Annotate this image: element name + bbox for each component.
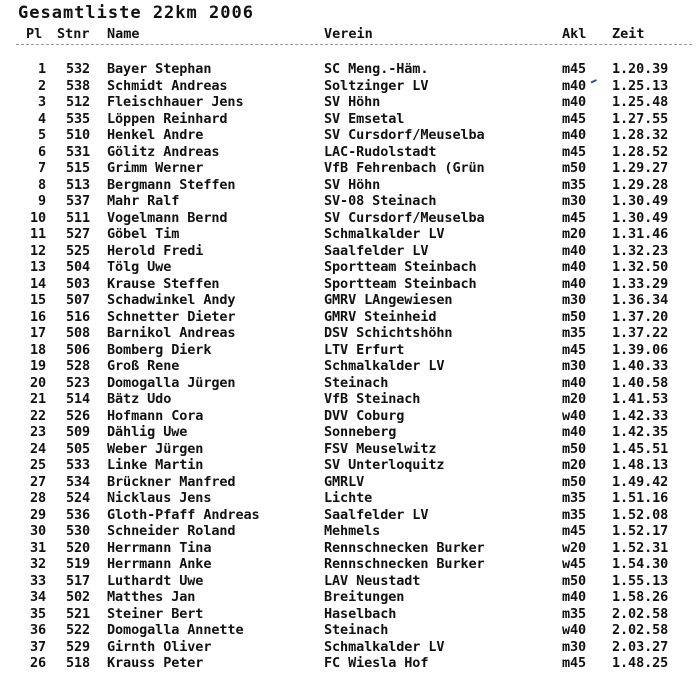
start-number-cell: 511: [66, 209, 91, 226]
start-number-cell: 508: [66, 325, 91, 341]
place-cell: 10: [29, 209, 46, 226]
club-cell: Saalfelder LV: [324, 242, 429, 259]
finish-time-cell: 1.29.27: [612, 160, 669, 176]
age-class-cell: m35: [562, 506, 587, 523]
start-number-cell: 520: [66, 539, 91, 556]
runner-name-cell: Herold Fredi: [107, 242, 204, 259]
place-cell: 3: [37, 94, 46, 110]
club-cell: SV Höhn: [324, 94, 381, 110]
table-row: [0, 226, 700, 243]
club-cell: SV Unterloquitz: [324, 457, 445, 473]
start-number-cell: 534: [66, 473, 91, 490]
place-cell: 17: [29, 325, 46, 341]
club-cell: LAC-Rudolstadt: [324, 143, 437, 160]
place-cell: 15: [29, 292, 46, 308]
runner-name-cell: Mahr Ralf: [107, 193, 180, 209]
table-row: [0, 325, 700, 342]
runner-name-cell: Gloth-Pfaff Andreas: [107, 506, 260, 523]
place-cell: 22: [29, 407, 46, 424]
runner-name-cell: Göbel Tim: [107, 226, 180, 242]
runner-name-cell: Domogalla Jürgen: [107, 374, 236, 391]
runner-name-cell: Girnth Oliver: [107, 638, 212, 655]
place-cell: 14: [29, 275, 46, 292]
age-class-cell: m30: [562, 358, 587, 374]
club-cell: VfB Fehrenbach (Grün: [324, 160, 485, 176]
club-cell: DSV Schichtshöhn: [324, 325, 453, 341]
start-number-cell: 522: [66, 622, 91, 638]
runner-name-cell: Linke Martin: [107, 457, 204, 473]
club-cell: Soltzinger LV: [324, 77, 429, 94]
finish-time-cell: 1.48.13: [612, 457, 669, 473]
club-cell: Sportteam Steinbach: [324, 259, 477, 275]
start-number-cell: 505: [66, 440, 91, 457]
runner-name-cell: Gölitz Andreas: [107, 143, 220, 160]
finish-time-cell: 1.58.26: [612, 589, 669, 605]
club-cell: Schmalkalder LV: [324, 226, 445, 242]
runner-name-cell: Hofmann Cora: [107, 407, 204, 424]
runner-name-cell: Tölg Uwe: [107, 259, 172, 275]
age-class-cell: m40: [562, 127, 587, 143]
finish-time-cell: 1.29.28: [612, 176, 669, 193]
club-cell: GMRLV: [324, 473, 365, 490]
runner-name-cell: Groß Rene: [107, 358, 180, 374]
runner-name-cell: Löppen Reinhard: [107, 110, 228, 127]
finish-time-cell: 2.02.58: [612, 605, 669, 622]
start-number-cell: 502: [66, 589, 91, 605]
age-class-cell: m40: [562, 259, 587, 275]
runner-name-cell: Vogelmann Bernd: [107, 209, 228, 226]
club-cell: Lichte: [324, 490, 373, 506]
runner-name-cell: Bomberg Dierk: [107, 341, 212, 358]
place-cell: 18: [29, 341, 46, 358]
start-number-cell: 523: [66, 374, 91, 391]
runner-name-cell: Bergmann Steffen: [107, 176, 236, 193]
club-cell: DVV Coburg: [324, 407, 405, 424]
runner-name-cell: Fleischhauer Jens: [107, 94, 244, 110]
table-row: [0, 606, 700, 623]
table-row: [0, 391, 700, 408]
table-row: [0, 507, 700, 524]
finish-time-cell: 1.40.33: [612, 358, 669, 374]
finish-time-cell: 1.41.53: [612, 391, 669, 407]
start-number-cell: 514: [66, 391, 91, 407]
finish-time-cell: 1.48.25: [612, 655, 669, 671]
table-row: [0, 276, 700, 293]
runner-name-cell: Henkel Andre: [107, 127, 204, 143]
page-title: Gesamtliste 22km 2006: [18, 3, 254, 23]
finish-time-cell: 1.54.30: [612, 556, 669, 572]
finish-time-cell: 2.03.27: [612, 638, 669, 655]
place-cell: 11: [29, 226, 46, 242]
club-cell: Haselbach: [324, 605, 397, 622]
age-class-cell: m40: [562, 424, 587, 440]
age-class-cell: m50: [562, 473, 587, 490]
place-cell: 12: [29, 242, 46, 259]
header-akl: Akl: [562, 26, 587, 42]
finish-time-cell: 1.32.23: [612, 242, 669, 259]
start-number-cell: 536: [66, 506, 91, 523]
start-number-cell: 525: [66, 242, 91, 259]
table-row: [0, 622, 700, 639]
runner-name-cell: Matthes Jan: [107, 589, 196, 605]
runner-name-cell: Steiner Bert: [107, 605, 204, 622]
age-class-cell: m20: [562, 457, 587, 473]
start-number-cell: 531: [66, 143, 91, 160]
age-class-cell: m40: [562, 275, 587, 292]
runner-name-cell: Domogalla Annette: [107, 622, 244, 638]
finish-time-cell: 1.51.16: [612, 490, 669, 506]
club-cell: VfB Steinach: [324, 391, 421, 407]
start-number-cell: 515: [66, 160, 91, 176]
table-row: [0, 111, 700, 128]
table-row: [0, 375, 700, 392]
club-cell: Sportteam Steinbach: [324, 275, 477, 292]
club-cell: SC Meng.-Häm.: [324, 61, 429, 77]
results-table: [0, 61, 700, 672]
start-number-cell: 532: [66, 61, 91, 77]
age-class-cell: w20: [562, 539, 587, 556]
place-cell: 29: [29, 506, 46, 523]
finish-time-cell: 1.45.51: [612, 440, 669, 457]
runner-name-cell: Bätz Udo: [107, 391, 172, 407]
place-cell: 34: [29, 589, 46, 605]
finish-time-cell: 1.20.39: [612, 61, 669, 77]
header-verein: Verein: [324, 26, 373, 42]
finish-time-cell: 2.02.58: [612, 622, 669, 638]
club-cell: LTV Erfurt: [324, 341, 405, 358]
start-number-cell: 518: [66, 655, 91, 671]
finish-time-cell: 1.31.46: [612, 226, 669, 242]
table-row: [0, 474, 700, 491]
start-number-cell: 529: [66, 638, 91, 655]
age-class-cell: m20: [562, 226, 587, 242]
age-class-cell: m45: [562, 523, 587, 539]
club-cell: Rennschnecken Burker: [324, 539, 485, 556]
place-cell: 5: [37, 127, 46, 143]
runner-name-cell: Nicklaus Jens: [107, 490, 212, 506]
table-row: [0, 490, 700, 507]
start-number-cell: 516: [66, 308, 91, 325]
start-number-cell: 504: [66, 259, 91, 275]
runner-name-cell: Schnetter Dieter: [107, 308, 236, 325]
table-row: [0, 556, 700, 573]
table-row: [0, 177, 700, 194]
age-class-cell: m30: [562, 193, 587, 209]
runner-name-cell: Herrmann Anke: [107, 556, 212, 572]
finish-time-cell: 1.36.34: [612, 292, 669, 308]
table-row: [0, 424, 700, 441]
place-cell: 35: [29, 605, 46, 622]
start-number-cell: 517: [66, 572, 91, 589]
place-cell: 9: [37, 193, 46, 209]
runner-name-cell: Barnikol Andreas: [107, 325, 236, 341]
table-row: [0, 210, 700, 227]
pen-mark-icon: [591, 79, 600, 89]
start-number-cell: 528: [66, 358, 91, 374]
table-row: [0, 160, 700, 177]
start-number-cell: 521: [66, 605, 91, 622]
place-cell: 4: [37, 110, 46, 127]
table-row: [0, 589, 700, 606]
place-cell: 13: [29, 259, 46, 275]
age-class-cell: m45: [562, 209, 587, 226]
table-row: [0, 441, 700, 458]
header-divider: [16, 44, 692, 45]
finish-time-cell: 1.32.50: [612, 259, 669, 275]
start-number-cell: 538: [66, 77, 91, 94]
table-row: [0, 342, 700, 359]
club-cell: SV Emsetal: [324, 110, 405, 127]
header-pl: Pl: [26, 26, 43, 42]
table-row: [0, 243, 700, 260]
table-row: [0, 309, 700, 326]
club-cell: GMRV Steinheid: [324, 308, 437, 325]
table-row: [0, 655, 700, 672]
start-number-cell: 524: [66, 490, 91, 506]
runner-name-cell: Krauss Peter: [107, 655, 204, 671]
finish-time-cell: 1.40.58: [612, 374, 669, 391]
finish-time-cell: 1.42.33: [612, 407, 669, 424]
runner-name-cell: Herrmann Tina: [107, 539, 212, 556]
runner-name-cell: Weber Jürgen: [107, 440, 204, 457]
club-cell: Steinach: [324, 622, 389, 638]
age-class-cell: m50: [562, 160, 587, 176]
start-number-cell: 526: [66, 407, 91, 424]
header-zeit: Zeit: [612, 26, 645, 42]
start-number-cell: 509: [66, 424, 91, 440]
start-number-cell: 533: [66, 457, 91, 473]
age-class-cell: m45: [562, 110, 587, 127]
age-class-cell: m45: [562, 61, 587, 77]
start-number-cell: 527: [66, 226, 91, 242]
finish-time-cell: 1.42.35: [612, 424, 669, 440]
age-class-cell: m40: [562, 374, 587, 391]
club-cell: Steinach: [324, 374, 389, 391]
finish-time-cell: 1.52.17: [612, 523, 669, 539]
place-cell: 16: [29, 308, 46, 325]
table-row: [0, 127, 700, 144]
place-cell: 27: [29, 473, 46, 490]
runner-name-cell: Krause Steffen: [107, 275, 220, 292]
runner-name-cell: Schmidt Andreas: [107, 77, 228, 94]
place-cell: 25: [29, 457, 46, 473]
finish-time-cell: 1.39.06: [612, 341, 669, 358]
place-cell: 32: [29, 556, 46, 572]
start-number-cell: 513: [66, 176, 91, 193]
finish-time-cell: 1.37.20: [612, 308, 669, 325]
age-class-cell: m50: [562, 572, 587, 589]
place-cell: 30: [29, 523, 46, 539]
table-row: [0, 61, 700, 78]
start-number-cell: 535: [66, 110, 91, 127]
table-row: [0, 457, 700, 474]
age-class-cell: m40: [562, 242, 587, 259]
table-row: [0, 408, 700, 425]
runner-name-cell: Brückner Manfred: [107, 473, 236, 490]
age-class-cell: m30: [562, 638, 587, 655]
start-number-cell: 503: [66, 275, 91, 292]
start-number-cell: 537: [66, 193, 91, 209]
finish-time-cell: 1.28.52: [612, 143, 669, 160]
age-class-cell: m35: [562, 605, 587, 622]
club-cell: Rennschnecken Burker: [324, 556, 485, 572]
club-cell: FSV Meuselwitz: [324, 440, 437, 457]
table-row: [0, 144, 700, 161]
table-row: [0, 573, 700, 590]
place-cell: 21: [29, 391, 46, 407]
start-number-cell: 510: [66, 127, 91, 143]
place-cell: 23: [29, 424, 46, 440]
finish-time-cell: 1.27.55: [612, 110, 669, 127]
table-row: [0, 540, 700, 557]
place-cell: 7: [37, 160, 46, 176]
finish-time-cell: 1.49.42: [612, 473, 669, 490]
age-class-cell: w40: [562, 622, 587, 638]
table-row: [0, 94, 700, 111]
start-number-cell: 506: [66, 341, 91, 358]
runner-name-cell: Dählig Uwe: [107, 424, 188, 440]
finish-time-cell: 1.33.29: [612, 275, 669, 292]
club-cell: Saalfelder LV: [324, 506, 429, 523]
age-class-cell: m35: [562, 325, 587, 341]
club-cell: Schmalkalder LV: [324, 358, 445, 374]
age-class-cell: m30: [562, 292, 587, 308]
place-cell: 36: [29, 622, 46, 638]
runner-name-cell: Schadwinkel Andy: [107, 292, 236, 308]
finish-time-cell: 1.52.31: [612, 539, 669, 556]
club-cell: Sonneberg: [324, 424, 397, 440]
age-class-cell: m45: [562, 143, 587, 160]
club-cell: Schmalkalder LV: [324, 638, 445, 655]
age-class-cell: m40: [562, 77, 587, 94]
runner-name-cell: Grimm Werner: [107, 160, 204, 176]
table-row: [0, 292, 700, 309]
start-number-cell: 512: [66, 94, 91, 110]
place-cell: 24: [29, 440, 46, 457]
age-class-cell: m20: [562, 391, 587, 407]
age-class-cell: w40: [562, 407, 587, 424]
club-cell: Mehmels: [324, 523, 381, 539]
club-cell: SV Cursdorf/Meuselba: [324, 209, 485, 226]
start-number-cell: 519: [66, 556, 91, 572]
table-row: [0, 358, 700, 375]
age-class-cell: m50: [562, 308, 587, 325]
header-name: Name: [107, 26, 140, 42]
finish-time-cell: 1.52.08: [612, 506, 669, 523]
table-row: [0, 193, 700, 210]
finish-time-cell: 1.25.13: [612, 77, 669, 94]
place-cell: 37: [29, 638, 46, 655]
place-cell: 2: [37, 77, 46, 94]
club-cell: FC Wiesla Hof: [324, 655, 429, 671]
finish-time-cell: 1.28.32: [612, 127, 669, 143]
runner-name-cell: Schneider Roland: [107, 523, 236, 539]
age-class-cell: m40: [562, 589, 587, 605]
age-class-cell: m45: [562, 655, 587, 671]
place-cell: 6: [37, 143, 46, 160]
table-row: [0, 78, 700, 95]
age-class-cell: m35: [562, 490, 587, 506]
table-row: [0, 523, 700, 540]
club-cell: SV Höhn: [324, 176, 381, 193]
finish-time-cell: 1.25.48: [612, 94, 669, 110]
place-cell: 1: [37, 61, 46, 77]
age-class-cell: m35: [562, 176, 587, 193]
place-cell: 33: [29, 572, 46, 589]
table-row: [0, 259, 700, 276]
finish-time-cell: 1.30.49: [612, 193, 669, 209]
start-number-cell: 507: [66, 292, 91, 308]
runner-name-cell: Luthardt Uwe: [107, 572, 204, 589]
finish-time-cell: 1.37.22: [612, 325, 669, 341]
start-number-cell: 530: [66, 523, 91, 539]
place-cell: 26: [29, 655, 46, 671]
club-cell: SV-08 Steinach: [324, 193, 437, 209]
age-class-cell: m45: [562, 341, 587, 358]
place-cell: 19: [29, 358, 46, 374]
place-cell: 31: [29, 539, 46, 556]
header-stnr: Stnr: [57, 26, 90, 42]
club-cell: GMRV LAngewiesen: [324, 292, 453, 308]
finish-time-cell: 1.30.49: [612, 209, 669, 226]
place-cell: 28: [29, 490, 46, 506]
club-cell: LAV Neustadt: [324, 572, 421, 589]
age-class-cell: m50: [562, 440, 587, 457]
age-class-cell: m40: [562, 94, 587, 110]
table-row: [0, 639, 700, 656]
finish-time-cell: 1.55.13: [612, 572, 669, 589]
age-class-cell: w45: [562, 556, 587, 572]
place-cell: 20: [29, 374, 46, 391]
club-cell: Breitungen: [324, 589, 405, 605]
club-cell: SV Cursdorf/Meuselba: [324, 127, 485, 143]
runner-name-cell: Bayer Stephan: [107, 61, 212, 77]
place-cell: 8: [37, 176, 46, 193]
